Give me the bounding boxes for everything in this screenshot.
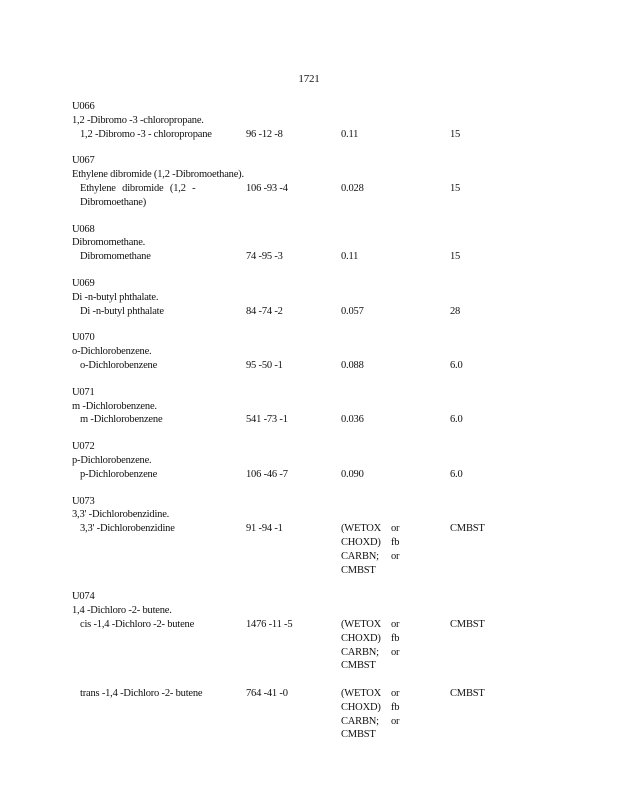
constituent-row	[72, 618, 552, 673]
nonwastewater-standard: CMBST	[450, 523, 485, 535]
waste-name: Dibromomethane.	[72, 237, 146, 249]
wastewater-technology	[341, 687, 450, 742]
constituent-row	[72, 687, 552, 742]
cas-number: 84 -74 -2	[246, 305, 283, 317]
constituent-name: m -Dichlorobenzene	[80, 414, 163, 426]
tech-term: CARBN;	[341, 646, 379, 658]
tech-connector: or	[391, 646, 400, 658]
cas-number: 95 -50 -1	[246, 359, 283, 371]
wastewater-standard: 0.090	[341, 468, 364, 480]
waste-entry	[72, 154, 552, 209]
waste-code: U067	[72, 155, 95, 167]
waste-code: U072	[72, 441, 95, 453]
waste-entry	[72, 331, 552, 372]
tech-term: CMBST	[341, 564, 376, 576]
wastewater-technology	[341, 522, 450, 577]
tech-term: CARBN;	[341, 550, 379, 562]
constituent-name	[72, 182, 246, 210]
wastewater-technology	[341, 618, 450, 673]
nonwastewater-standard: 6.0	[450, 359, 463, 371]
nonwastewater-standard: 15	[450, 128, 461, 140]
tech-connector	[391, 659, 407, 673]
constituent-name: Dibromomethane	[80, 251, 151, 263]
waste-entry	[72, 277, 552, 318]
cas-number: 541 -73 -1	[246, 414, 288, 426]
tech-term: (WETOX	[341, 688, 382, 700]
waste-entry	[72, 223, 552, 264]
tech-connector: or	[391, 688, 400, 700]
constituent-name: o-Dichlorobenzene	[80, 359, 158, 371]
waste-code: U074	[72, 591, 95, 603]
constituent-row	[72, 250, 552, 264]
tech-term: CARBN;	[341, 715, 379, 727]
constituent-name: p-Dichlorobenzene	[80, 468, 158, 480]
waste-name: Ethylene dibromide (1,2 -Dibromoethane).	[72, 169, 244, 181]
waste-name: o-Dichlorobenzene.	[72, 346, 152, 358]
nonwastewater-standard: CMBST	[450, 618, 485, 630]
waste-name: 3,3' -Dichlorobenzidine.	[72, 509, 170, 521]
cas-number: 74 -95 -3	[246, 251, 283, 263]
waste-code: U066	[72, 101, 95, 112]
cas-number: 91 -94 -1	[246, 523, 283, 535]
tech-connector: or	[391, 550, 400, 562]
tech-term: CHOXD)	[341, 536, 381, 548]
waste-entry	[72, 440, 552, 481]
waste-name: p-Dichlorobenzene.	[72, 454, 152, 466]
wastewater-standard: 0.11	[341, 251, 359, 263]
wastewater-standard: 0.088	[341, 359, 364, 371]
cas-number: 106 -93 -4	[246, 182, 288, 194]
waste-code: U069	[72, 277, 95, 289]
tech-connector: or	[391, 523, 400, 535]
tech-connector	[391, 728, 407, 742]
tech-term: (WETOX	[341, 618, 382, 630]
constituent-row	[72, 468, 552, 482]
constituent-name: 3,3' -Dichlorobenzidine	[80, 523, 175, 535]
tech-term: CMBST	[341, 660, 376, 672]
nonwastewater-standard: 28	[450, 305, 461, 317]
cas-number: 96 -12 -8	[246, 128, 283, 140]
constituent-row	[72, 522, 552, 577]
waste-name: Di -n-butyl phthalate.	[72, 291, 159, 303]
tech-connector: or	[391, 715, 400, 727]
constituent-row	[72, 128, 552, 142]
nonwastewater-standard: 6.0	[450, 468, 463, 480]
tech-term: CHOXD)	[341, 701, 381, 713]
wastewater-standard: 0.11	[341, 128, 359, 140]
constituent-name: trans -1,4 -Dichloro -2- butene	[80, 688, 203, 700]
cas-number: 764 -41 -0	[246, 688, 288, 700]
constituent-row	[72, 359, 552, 373]
constituent-name: Di -n-butyl phthalate	[80, 305, 164, 317]
constituent-row	[72, 305, 552, 319]
waste-code: U071	[72, 386, 95, 398]
nonwastewater-standard: 6.0	[450, 414, 463, 426]
constituent-name: 1,2 -Dibromo -3 - chloropropane	[80, 128, 212, 140]
constituent-row	[72, 413, 552, 427]
page-number: 1721	[298, 73, 320, 85]
tech-connector	[391, 564, 407, 578]
waste-code: U073	[72, 495, 95, 507]
waste-name: 1,4 -Dichloro -2- butene.	[72, 605, 172, 617]
tech-connector: fb	[391, 536, 400, 548]
tech-term: CMBST	[341, 729, 376, 741]
tech-term: (WETOX	[341, 523, 382, 535]
wastewater-standard: 0.036	[341, 414, 364, 426]
waste-name: 1,2 -Dibromo -3 -chloropropane.	[72, 114, 204, 126]
nonwastewater-standard: CMBST	[450, 688, 485, 700]
constituent-name-text: Ethylene dibromide (1,2 - Dibromoethane)	[80, 182, 196, 208]
cas-number: 1476 -11 -5	[246, 618, 293, 630]
waste-name: m -Dichlorobenzene.	[72, 400, 157, 412]
waste-entry	[72, 386, 552, 427]
waste-entry	[72, 100, 552, 141]
nonwastewater-standard: 15	[450, 251, 461, 263]
waste-entry	[72, 590, 552, 742]
waste-code: U068	[72, 223, 95, 235]
waste-code: U070	[72, 332, 95, 344]
tech-connector: or	[391, 618, 400, 630]
waste-entry	[72, 495, 552, 578]
wastewater-standard: 0.057	[341, 305, 364, 317]
tech-term: CHOXD)	[341, 632, 381, 644]
tech-connector: fb	[391, 632, 400, 644]
constituent-name: cis -1,4 -Dichloro -2- butene	[80, 618, 195, 630]
cas-number: 106 -46 -7	[246, 468, 288, 480]
waste-list	[72, 100, 552, 755]
constituent-row	[72, 182, 552, 210]
nonwastewater-standard: 15	[450, 182, 461, 194]
tech-connector: fb	[391, 701, 400, 713]
wastewater-standard: 0.028	[341, 182, 364, 194]
